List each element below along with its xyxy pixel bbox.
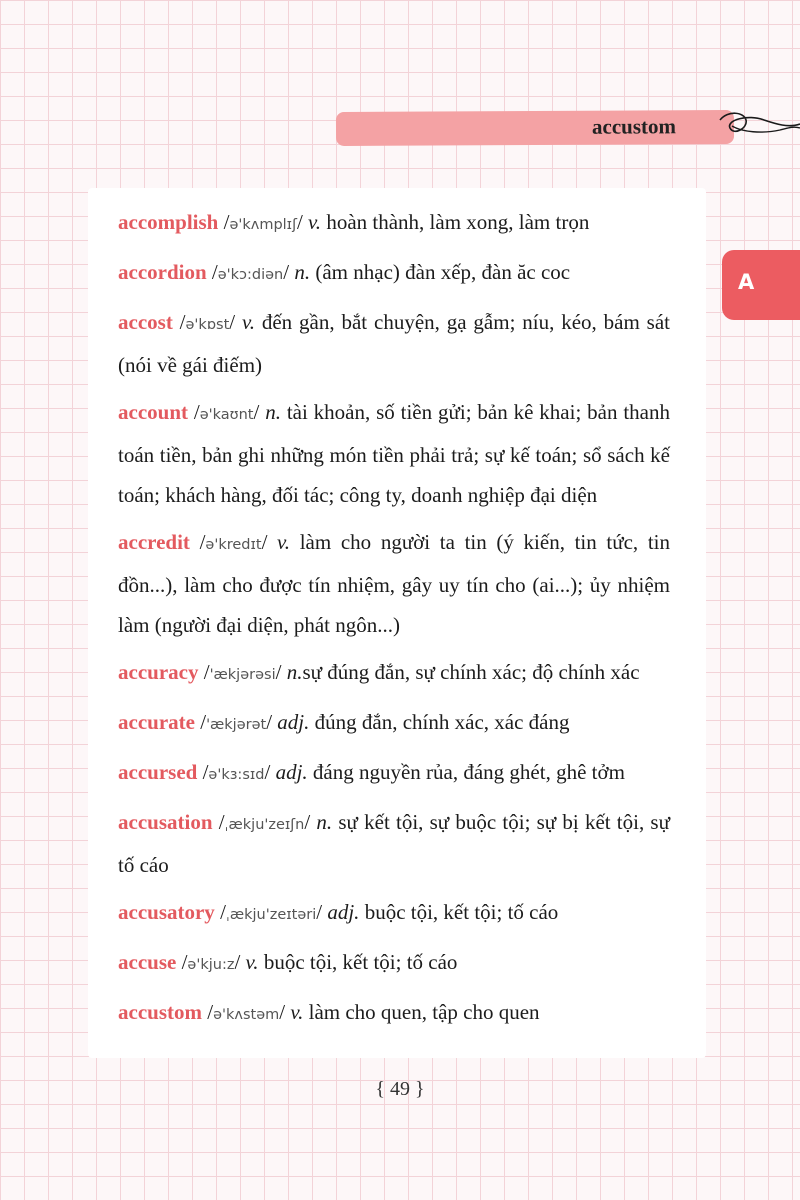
entry-part-of-speech: n. xyxy=(286,660,303,684)
entry-headword: account xyxy=(118,400,188,424)
header-guide-word: accustom xyxy=(591,114,677,139)
dictionary-entry: accusation /ˌækju'zeɪʃn/ n. sự kết tội, sự buộc tội; sự bị kết tội, sự tố cáo xyxy=(118,810,670,877)
entry-headword: accuse xyxy=(118,950,177,974)
dictionary-entry: accuse /ə'kju:z/ v. buộc tội, kết tội; tố cáo xyxy=(118,950,458,974)
entry-pronunciation: 'ækjərəsi xyxy=(209,667,276,683)
entry-headword: accusatory xyxy=(118,900,215,924)
alphabet-tab-letter: A xyxy=(738,270,755,294)
entry-definition: (âm nhạc) đàn xếp, đàn ăc coc xyxy=(315,260,571,284)
entry-part-of-speech: n. xyxy=(316,810,333,834)
dictionary-entry: accusatory /ˌækju'zeɪtəri/ adj. buộc tội, kết tội; tố cáo xyxy=(118,900,559,924)
dictionary-entry: account /ə'kaʊnt/ n. tài khoản, số tiền gửi; bản kê khai; bản thanh toán tiền, bản ghi những món tiền phải trả; sự kế toán; sổ sách kế toán; khách hàng, đối tác; công ty, doanh nghiệp đại diện xyxy=(118,400,670,507)
dictionary-entry: accuracy /'ækjərəsi/ n.sự đúng đắn, sự chính xác; độ chính xác xyxy=(118,660,640,684)
entry-part-of-speech: adj. xyxy=(277,710,310,734)
entry-definition: đáng nguyền rủa, đáng ghét, ghê tởm xyxy=(312,760,625,784)
entry-headword: accomplish xyxy=(118,210,219,234)
entry-headword: accustom xyxy=(118,1000,202,1024)
dictionary-entry: accost /ə'kɒst/ v. đến gần, bắt chuyện, gạ gẫm; níu, kéo, bám sát (nói về gái điếm) xyxy=(118,310,671,377)
entry-definition: đến gần, bắt chuyện, gạ gẫm; níu, kéo, bám sát (nói về gái điếm) xyxy=(118,310,671,377)
entry-headword: accredit xyxy=(118,530,190,554)
entry-part-of-speech: v. xyxy=(308,210,322,234)
entry-pronunciation: ə'kɒst xyxy=(185,317,230,333)
scribble-doodle-icon xyxy=(718,106,800,146)
dictionary-entry: accredit /ə'kredɪt/ v. làm cho người ta tin (ý kiến, tin tức, tin đồn...), làm cho được tín nhiệm, gây uy tín cho (ai...); ủy nhiệm làm (người đại diện, phát ngôn...) xyxy=(118,530,670,637)
entry-part-of-speech: v. xyxy=(290,1000,304,1024)
entry-pronunciation: ə'kʌmplɪʃ xyxy=(229,217,297,233)
entry-pronunciation: ə'kɜ:sɪd xyxy=(208,767,265,783)
entry-pronunciation: ə'kɔ:diən xyxy=(217,267,284,283)
entry-pronunciation: ˌækju'zeɪtəri xyxy=(225,907,317,923)
entry-part-of-speech: v. xyxy=(277,530,291,554)
entry-pronunciation: ə'kredɪt xyxy=(205,537,262,553)
header-highlight-bar xyxy=(336,110,734,146)
dictionary-entry: accurate /'ækjərət/ adj. đúng đắn, chính xác, xác đáng xyxy=(118,710,570,734)
entry-headword: accordion xyxy=(118,260,207,284)
entry-definition: buộc tội, kết tội; tố cáo xyxy=(364,900,559,924)
alphabet-tab xyxy=(722,250,800,320)
entry-part-of-speech: v. xyxy=(245,950,259,974)
entry-headword: accurate xyxy=(118,710,195,734)
entry-headword: accost xyxy=(118,310,173,334)
entry-definition: sự kết tội, sự buộc tội; sự bị kết tội, sự tố cáo xyxy=(118,810,670,877)
entry-part-of-speech: n. xyxy=(294,260,311,284)
entry-definition: buộc tội, kết tội; tố cáo xyxy=(263,950,458,974)
entry-definition: đúng đắn, chính xác, xác đáng xyxy=(314,710,570,734)
dictionary-entry: accursed /ə'kɜ:sɪd/ adj. đáng nguyền rủa, đáng ghét, ghê tởm xyxy=(118,760,625,784)
entry-definition: hoàn thành, làm xong, làm trọn xyxy=(326,210,590,234)
entry-part-of-speech: adj. xyxy=(327,900,360,924)
dictionary-entry: accomplish /ə'kʌmplɪʃ/ v. hoàn thành, làm xong, làm trọn xyxy=(118,210,590,234)
entry-headword: accursed xyxy=(118,760,198,784)
entry-headword: accuracy xyxy=(118,660,199,684)
entry-pronunciation: ˌækju'zeɪʃn xyxy=(224,817,305,833)
entry-definition: làm cho người ta tin (ý kiến, tin tức, tin đồn...), làm cho được tín nhiệm, gây uy tín cho (ai...); ủy nhiệm làm (người đại diện, phát ngôn...) xyxy=(118,530,670,637)
entry-definition: làm cho quen, tập cho quen xyxy=(308,1000,540,1024)
dictionary-entry: accordion /ə'kɔ:diən/ n. (âm nhạc) đàn xếp, đàn ăc coc xyxy=(118,260,571,284)
entry-part-of-speech: n. xyxy=(265,400,281,424)
entry-pronunciation: ə'kju:z xyxy=(187,957,235,973)
entry-pronunciation: ə'kʌstəm xyxy=(213,1007,280,1023)
entry-part-of-speech: v. xyxy=(241,310,255,334)
dictionary-entry: accustom /ə'kʌstəm/ v. làm cho quen, tập cho quen xyxy=(118,1000,540,1024)
page-number: { 49 } xyxy=(375,1078,425,1100)
entry-definition: tài khoản, số tiền gửi; bản kê khai; bản thanh toán tiền, bản ghi những món tiền phải trả; sự kế toán; sổ sách kế toán; khách hàng, đối tác; công ty, doanh nghiệp đại diện xyxy=(118,400,670,507)
entry-pronunciation: ə'kaʊnt xyxy=(199,407,254,423)
entries-card xyxy=(88,188,706,1058)
entry-part-of-speech: adj. xyxy=(275,760,308,784)
entry-list xyxy=(118,202,670,1042)
entry-pronunciation: 'ækjərət xyxy=(206,717,267,733)
entry-headword: accusation xyxy=(118,810,213,834)
entry-definition: sự đúng đắn, sự chính xác; độ chính xác xyxy=(302,660,640,684)
